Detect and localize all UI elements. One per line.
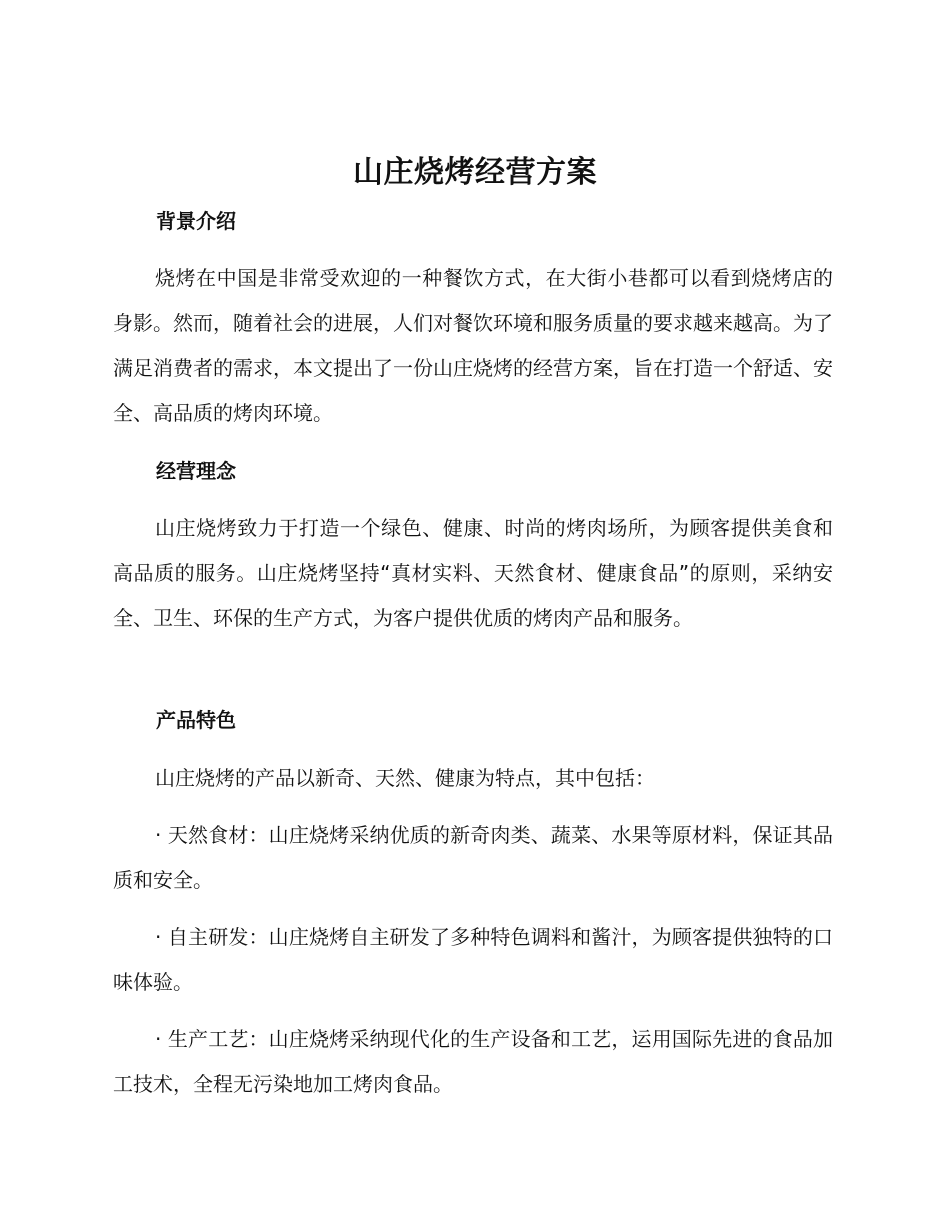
- document-title: 山庄烧烤经营方案: [353, 155, 597, 190]
- features-intro-paragraph: 山庄烧烤的产品以新奇、天然、健康为特点，其中包括：: [155, 766, 655, 790]
- feature-bullet-independent-research: · 自主研发：山庄烧烤自主研发了多种特色调料和酱汁，为顾客提供独特的口味体验。: [113, 925, 833, 994]
- feature-bullet-natural-ingredients: · 天然食材：山庄烧烤采纳优质的新奇肉类、蔬菜、水果等原材料，保证其品质和安全。: [113, 823, 833, 892]
- feature-bullet-production-process: · 生产工艺：山庄烧烤采纳现代化的生产设备和工艺，运用国际先进的食品加工技术，全程无污染地加工烤肉食品。: [113, 1027, 833, 1096]
- background-paragraph: 烧烤在中国是非常受欢迎的一种餐饮方式，在大街小巷都可以看到烧烤店的身影。然而，随着社会的进展，人们对餐饮环境和服务质量的要求越来越高。为了满足消费者的需求，本文提出了一份山庄烧烤的经营方案，旨在打造一个舒适、安全、高品质的烤肉环境。: [113, 266, 833, 425]
- section-heading-philosophy: 经营理念: [156, 459, 236, 483]
- section-heading-background: 背景介绍: [156, 209, 236, 233]
- section-heading-features: 产品特色: [156, 708, 236, 732]
- philosophy-paragraph: 山庄烧烤致力于打造一个绿色、健康、时尚的烤肉场所，为顾客提供美食和高品质的服务。山庄烧烤坚持“真材实料、天然食材、健康食品”的原则，采纳安全、卫生、环保的生产方式，为客户提供优质的烤肉产品和服务。: [113, 516, 833, 630]
